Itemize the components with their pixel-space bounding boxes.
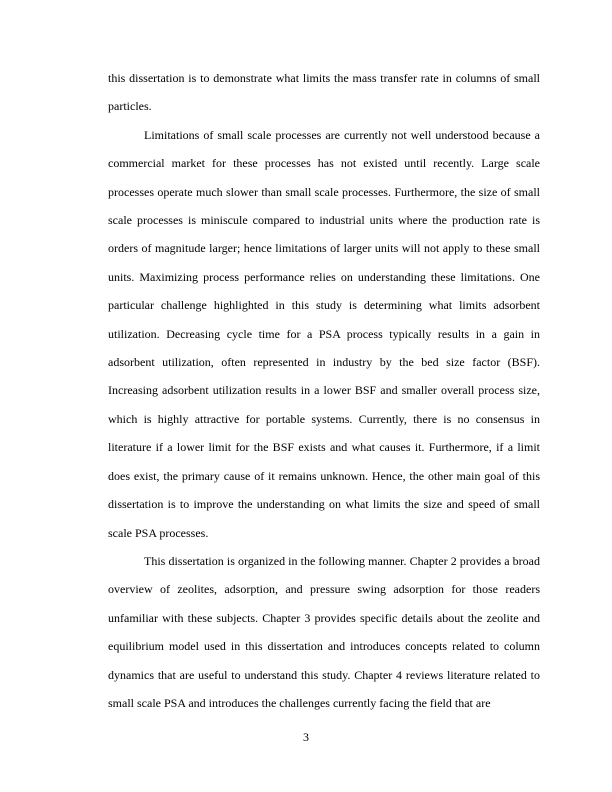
paragraph-organization: This dissertation is organized in the following manner. Chapter 2 provides a broad overview of zeolites, adsorption, and pressure swing adsorption for those readers unfamiliar with these subjects. Chapter 3 provides specific details about the zeolite and equilibrium model used in this dissertation and introduces concepts related to column dynamics that are useful to understand this study. Chapter 4 reviews literature related to small scale PSA and introduces the challenges currently facing the field that are	[108, 553, 540, 710]
paragraph-limitations: Limitations of small scale processes are currently not well understood because a commercial market for these processes has not existed until recently. Large scale processes operate much slower than small scale processes. Furthermore, the size of small scale processes is miniscule compared to industrial units where the production rate is orders of magnitude larger; hence limitations of larger units will not apply to these small units. Maximizing process performance relies on understanding these limitations. One particular challenge highlighted in this study is determining what limits adsorbent utilization. Decreasing cycle time for a PSA process typically results in a gain in adsorbent utilization, often represented in industry by the bed size factor (BSF). Increasing adsorbent utilization results in a lower BSF and smaller overall process size, which is highly attractive for portable systems. Currently, there is no consensus in literature if a lower limit for the BSF exists and what causes it. Furthermore, if a limit does exist, the primary cause of it remains unknown. Hence, the other main goal of this dissertation is to improve the understanding on what limits the size and speed of small scale PSA processes.	[108, 127, 540, 540]
paragraph-continuation: this dissertation is to demonstrate what limits the mass transfer rate in columns of small particles.	[108, 71, 540, 114]
page-number: 3	[303, 730, 309, 744]
body-text	[108, 64, 540, 717]
